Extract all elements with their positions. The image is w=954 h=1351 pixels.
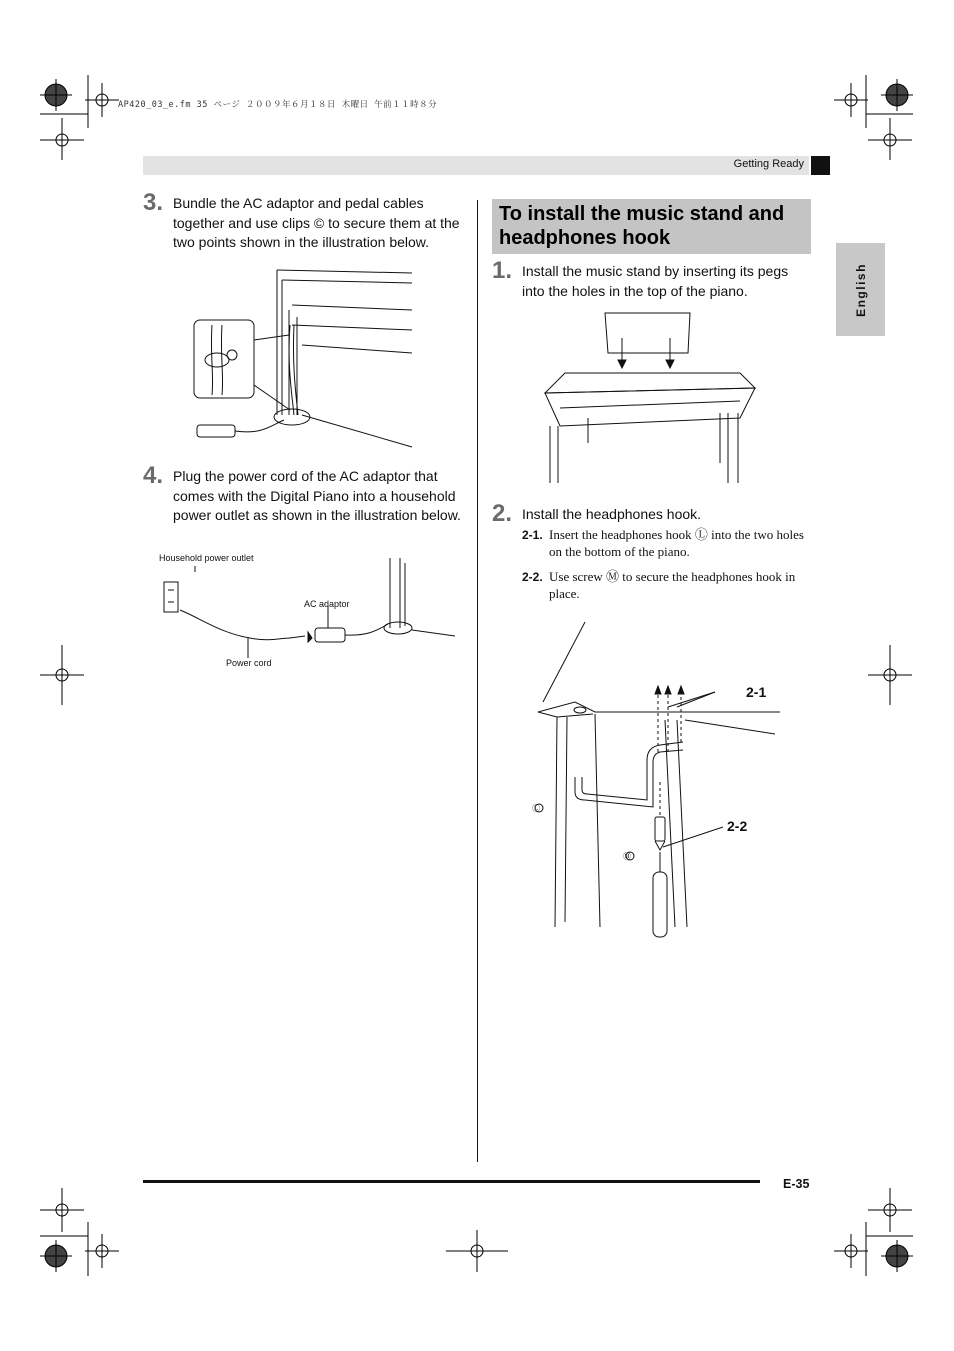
cable-clip-illustration	[192, 265, 422, 445]
header-section-label: Getting Ready	[733, 158, 804, 170]
substep-2-2-number: 2-2.	[522, 570, 543, 584]
label-ac-adaptor: AC adaptor	[304, 599, 350, 609]
substep-2-1-number: 2-1.	[522, 528, 543, 542]
language-side-tab	[836, 243, 885, 336]
callout-2-2: 2-2	[727, 818, 748, 834]
callout-2-1: 2-1	[746, 684, 767, 700]
hook-marker-label: Ⓛ	[532, 804, 540, 813]
step-4-text: Plug the power cord of the AC adaptor that comes with the Digital Piano into a household power outlet as shown in the illustration below.	[173, 468, 461, 523]
step-2-number: 2.	[492, 500, 513, 527]
step-3-text: Bundle the AC adaptor and pedal cables together and use clips © to secure them at the two points shown in the illustration below.	[173, 195, 460, 250]
label-household-outlet: Household power outlet	[159, 553, 254, 563]
step-2-text: Install the headphones hook.	[522, 506, 702, 522]
column-divider	[477, 200, 478, 1162]
step-1-number: 1.	[492, 257, 513, 284]
music-stand-illustration	[540, 308, 760, 483]
footer-rule	[143, 1180, 760, 1183]
header-bar	[143, 156, 809, 175]
page-number: E-35	[783, 1177, 810, 1191]
headphones-hook-illustration	[535, 622, 785, 942]
substep-2-1-text: Insert the headphones hook Ⓛ into the two holes on the bottom of the piano.	[549, 527, 804, 559]
screw-marker-label: Ⓜ	[623, 852, 631, 861]
power-connection-illustration	[160, 558, 460, 658]
step-3-number: 3.	[143, 189, 164, 216]
section-title: To install the music stand and headphones hook	[499, 203, 785, 249]
label-power-cord: Power cord	[226, 658, 272, 668]
file-meta-line: AP420_03_e.fm 35 ページ ２００９年６月１８日 木曜日 午前１１時８分	[118, 100, 438, 110]
language-label: English	[853, 262, 868, 317]
header-marker-block	[811, 156, 830, 175]
substep-2-2-text: Use screw Ⓜ to secure the headphones hook in place.	[549, 569, 796, 601]
step-1-text: Install the music stand by inserting its pegs into the holes in the top of the piano.	[522, 263, 789, 299]
step-4-number: 4.	[143, 462, 164, 489]
